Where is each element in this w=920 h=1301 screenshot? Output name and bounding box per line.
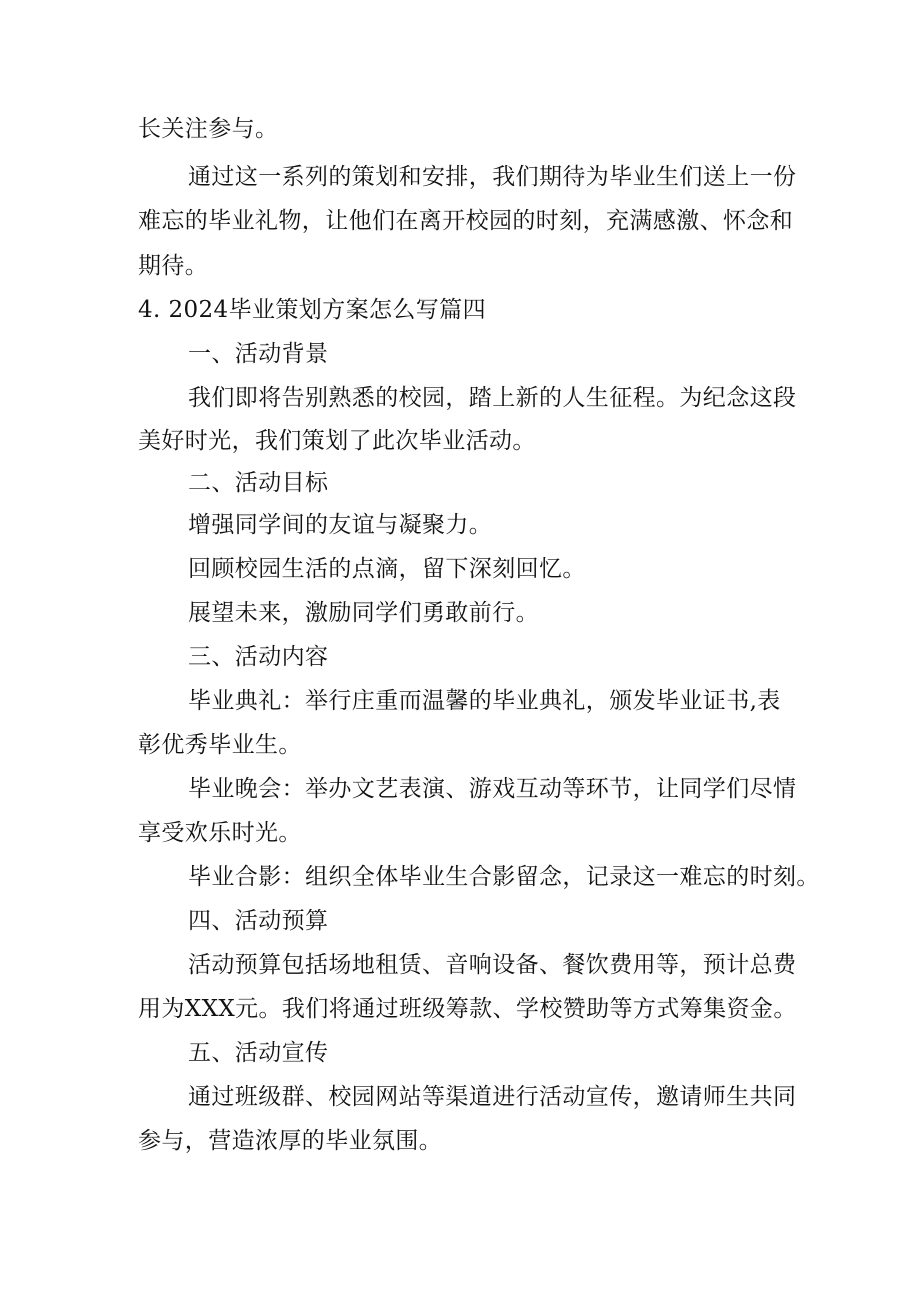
subsection-heading: 二、活动目标: [188, 470, 329, 496]
body-text-line: 难忘的毕业礼物，让他们在离开校园的时刻，充满感激、怀念和: [138, 208, 794, 234]
subsection-heading: 一、活动背景: [188, 341, 329, 367]
body-text-line: 期待。: [138, 253, 209, 279]
body-text-line: 毕业典礼：举行庄重而温馨的毕业典礼，颁发毕业证书,表: [188, 688, 781, 714]
body-text-line: 活动预算包括场地租赁、音响设备、餐饮费用等，预计总费: [188, 952, 797, 978]
body-text-line: 彰优秀毕业生。: [138, 732, 302, 758]
subsection-heading: 五、活动宣传: [188, 1040, 329, 1066]
body-text-line: 展望未来，激励同学们勇敢前行。: [188, 600, 539, 626]
body-text-line: 我们即将告别熟悉的校园，踏上新的人生征程。为纪念这段: [188, 385, 797, 411]
body-text-line: 回顾校园生活的点滴，留下深刻回忆。: [188, 556, 586, 582]
subsection-heading: 四、活动预算: [188, 908, 329, 934]
body-text-line: 毕业合影：组织全体毕业生合影留念，记录这一难忘的时刻。: [188, 864, 820, 890]
body-text-line: 享受欢乐时光。: [138, 820, 302, 846]
section-heading: 4. 2024毕业策划方案怎么写篇四: [138, 297, 486, 323]
body-text-line: 通过班级群、校园网站等渠道进行活动宣传，邀请师生共同: [188, 1084, 797, 1110]
body-text-line: 用为XXX元。我们将通过班级筹款、学校赞助等方式筹集资金。: [138, 996, 797, 1022]
subsection-heading: 三、活动内容: [188, 644, 329, 670]
body-text-line: 参与，营造浓厚的毕业氛围。: [138, 1128, 443, 1154]
body-text-line: 美好时光，我们策划了此次毕业活动。: [138, 428, 536, 454]
body-text-line: 通过这一系列的策划和安排，我们期待为毕业生们送上一份: [188, 164, 797, 190]
body-text-line: 毕业晚会：举办文艺表演、游戏互动等环节，让同学们尽情: [188, 776, 797, 802]
body-text-line: 长关注参与。: [138, 116, 279, 142]
body-text-line: 增强同学间的友谊与凝聚力。: [188, 512, 493, 538]
